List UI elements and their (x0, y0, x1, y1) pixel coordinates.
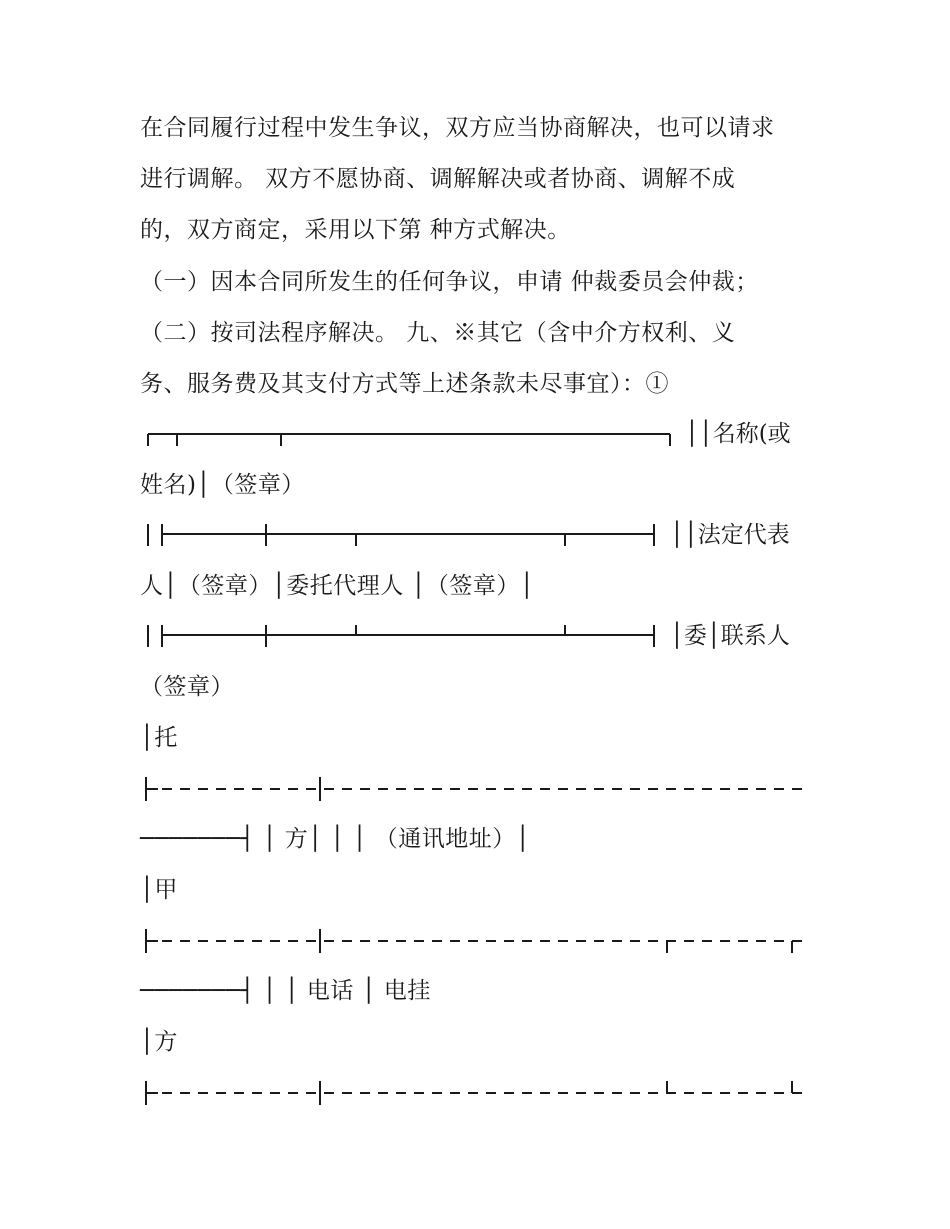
table-rule-5 (140, 929, 810, 953)
table-rule-3 (140, 625, 680, 649)
table-side-label-fang: │方 (140, 1029, 178, 1055)
table-row-2-tail: ││法定代表 (670, 522, 790, 548)
table-row-3-cont: （签章） (140, 674, 234, 700)
table-row-1-tail: ││名称(或 (685, 421, 791, 447)
paragraph-line-5: （二）按司法程序解决。 九、※其它（含中介方权利、义 (140, 320, 736, 346)
paragraph-line-3: 的，双方商定，采用以下第 种方式解决。 (140, 217, 571, 243)
paragraph-line-6: 务、服务费及其支付方式等上述条款未尽事宜）：① (140, 371, 669, 397)
table-row-2-cont: 人│（签章）│委托代理人 │（签章）│ (140, 573, 535, 599)
table-rule-6 (140, 1081, 810, 1105)
table-row-4-cont: ───────┤ │ 方│ │ │ （通讯地址）│ (140, 826, 531, 852)
table-row-3-tail: │委│联系人 (670, 623, 790, 649)
table-rule-1 (140, 424, 680, 448)
paragraph-line-2: 进行调解。 双方不愿协商、调解解决或者协商、调解不成 (140, 166, 736, 192)
table-rule-4 (140, 777, 810, 801)
table-row-1-cont: 姓名)│（签章） (140, 472, 305, 498)
table-row-5-cont: ───────┤ │ │ 电话 │ 电挂 (140, 978, 431, 1004)
table-side-label-tuo: │托 (140, 725, 178, 751)
paragraph-line-1: 在合同履行过程中发生争议，双方应当协商解决，也可以请求 (140, 115, 775, 141)
paragraph-line-4: （一）因本合同所发生的任何争议，申请 仲裁委员会仲裁； (140, 269, 759, 295)
table-rule-2 (140, 524, 680, 548)
table-side-label-jia: │甲 (140, 877, 178, 903)
